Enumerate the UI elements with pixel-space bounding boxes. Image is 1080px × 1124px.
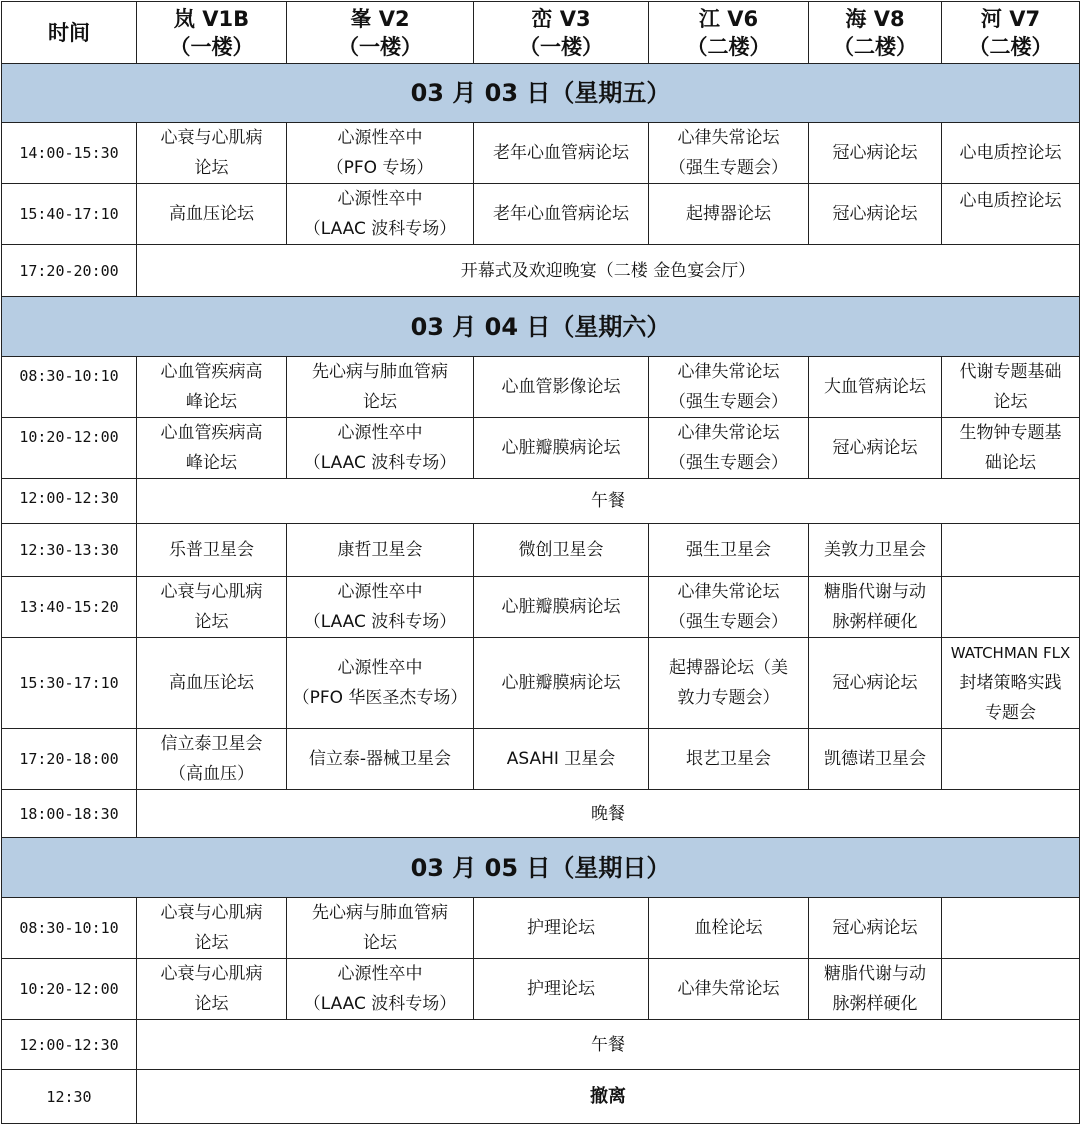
table-row — [2, 729, 1080, 790]
session-cell: 心律失常论坛 （强生专题会） — [649, 577, 809, 638]
table-row — [2, 638, 1080, 729]
session-cell: 起搏器论坛（美 敦力专题会） — [649, 638, 809, 729]
session-cell: 心电质控论坛 — [942, 184, 1080, 245]
time-cell: 12:30-13:30 — [2, 524, 137, 577]
session-cell: 高血压论坛 — [137, 638, 287, 729]
session-cell: 起搏器论坛 — [649, 184, 809, 245]
session-cell: 心衰与心肌病 论坛 — [137, 959, 287, 1020]
hall-header: 海 V8 （二楼） — [809, 2, 942, 64]
session-cell: 冠心病论坛 — [809, 418, 942, 479]
event-cell: 撤离 — [137, 1070, 1080, 1124]
table-row — [2, 790, 1080, 838]
session-cell: 心律失常论坛 （强生专题会） — [649, 123, 809, 184]
time-cell: 12:30 — [2, 1070, 137, 1124]
session-cell: 强生卫星会 — [649, 524, 809, 577]
session-cell: 心源性卒中 （LAAC 波科专场） — [287, 418, 474, 479]
session-cell: 心脏瓣膜病论坛 — [474, 638, 649, 729]
time-cell: 15:40-17:10 — [2, 184, 137, 245]
session-cell: 心血管影像论坛 — [474, 357, 649, 418]
session-cell: 冠心病论坛 — [809, 638, 942, 729]
session-cell: 冠心病论坛 — [809, 123, 942, 184]
day-title: 03 月 04 日（星期六） — [2, 297, 1080, 357]
table-row — [2, 418, 1080, 479]
session-cell: WATCHMAN FLX 封堵策略实践 专题会 — [942, 638, 1080, 729]
table-row — [2, 898, 1080, 959]
table-row — [2, 123, 1080, 184]
table-row — [2, 524, 1080, 577]
session-cell: 老年心血管病论坛 — [474, 123, 649, 184]
table-row — [2, 357, 1080, 418]
session-cell — [942, 898, 1080, 959]
session-cell: 心脏瓣膜病论坛 — [474, 577, 649, 638]
hall-header: 江 V6 （二楼） — [649, 2, 809, 64]
hall-header: 峯 V2 （一楼） — [287, 2, 474, 64]
session-cell — [942, 577, 1080, 638]
session-cell: 心衰与心肌病 论坛 — [137, 577, 287, 638]
time-cell: 08:30-10:10 — [2, 357, 137, 418]
session-cell — [942, 959, 1080, 1020]
session-cell: 先心病与肺血管病 论坛 — [287, 357, 474, 418]
time-cell: 10:20-12:00 — [2, 959, 137, 1020]
session-cell: 老年心血管病论坛 — [474, 184, 649, 245]
session-cell: 心血管疾病高 峰论坛 — [137, 418, 287, 479]
session-cell: 高血压论坛 — [137, 184, 287, 245]
session-cell: 心源性卒中 （LAAC 波科专场） — [287, 184, 474, 245]
header-row — [2, 2, 1080, 64]
time-header: 时间 — [2, 2, 137, 64]
day-title: 03 月 05 日（星期日） — [2, 838, 1080, 898]
session-cell: 糖脂代谢与动 脉粥样硬化 — [809, 959, 942, 1020]
table-row — [2, 1020, 1080, 1070]
session-cell: ASAHI 卫星会 — [474, 729, 649, 790]
session-cell — [942, 524, 1080, 577]
day-title: 03 月 03 日（星期五） — [2, 64, 1080, 123]
event-cell: 午餐 — [137, 479, 1080, 524]
time-cell: 17:20-18:00 — [2, 729, 137, 790]
session-cell: 大血管病论坛 — [809, 357, 942, 418]
session-cell: 心衰与心肌病 论坛 — [137, 123, 287, 184]
session-cell: 先心病与肺血管病 论坛 — [287, 898, 474, 959]
session-cell: 冠心病论坛 — [809, 898, 942, 959]
event-cell: 午餐 — [137, 1020, 1080, 1070]
hall-header: 河 V7 （二楼） — [942, 2, 1080, 64]
session-cell: 微创卫星会 — [474, 524, 649, 577]
time-cell: 17:20-20:00 — [2, 245, 137, 297]
time-cell: 14:00-15:30 — [2, 123, 137, 184]
event-cell: 晚餐 — [137, 790, 1080, 838]
session-cell: 心衰与心肌病 论坛 — [137, 898, 287, 959]
session-cell — [942, 729, 1080, 790]
table-row — [2, 479, 1080, 524]
session-cell: 心源性卒中 （LAAC 波科专场） — [287, 577, 474, 638]
session-cell: 冠心病论坛 — [809, 184, 942, 245]
session-cell: 心律失常论坛 — [649, 959, 809, 1020]
session-cell: 心律失常论坛 （强生专题会） — [649, 357, 809, 418]
table-row — [2, 959, 1080, 1020]
session-cell: 生物钟专题基 础论坛 — [942, 418, 1080, 479]
session-cell: 垠艺卫星会 — [649, 729, 809, 790]
session-cell: 康哲卫星会 — [287, 524, 474, 577]
session-cell: 信立泰卫星会 （高血压） — [137, 729, 287, 790]
table-row — [2, 184, 1080, 245]
day-row — [2, 297, 1080, 357]
session-cell: 心源性卒中 （PFO 华医圣杰专场） — [287, 638, 474, 729]
session-cell: 护理论坛 — [474, 898, 649, 959]
hall-header: 岚 V1B （一楼） — [137, 2, 287, 64]
session-cell: 血栓论坛 — [649, 898, 809, 959]
day-row — [2, 64, 1080, 123]
time-cell: 15:30-17:10 — [2, 638, 137, 729]
session-cell: 美敦力卫星会 — [809, 524, 942, 577]
session-cell: 心脏瓣膜病论坛 — [474, 418, 649, 479]
session-cell: 凯德诺卫星会 — [809, 729, 942, 790]
time-cell: 12:00-12:30 — [2, 479, 137, 524]
session-cell: 心律失常论坛 （强生专题会） — [649, 418, 809, 479]
table-row — [2, 577, 1080, 638]
schedule-table — [1, 1, 1080, 1124]
event-cell: 开幕式及欢迎晚宴（二楼 金色宴会厅） — [137, 245, 1080, 297]
time-cell: 10:20-12:00 — [2, 418, 137, 479]
session-cell: 护理论坛 — [474, 959, 649, 1020]
session-cell: 心源性卒中 （PFO 专场） — [287, 123, 474, 184]
session-cell: 乐普卫星会 — [137, 524, 287, 577]
session-cell: 心源性卒中 （LAAC 波科专场） — [287, 959, 474, 1020]
session-cell: 信立泰-器械卫星会 — [287, 729, 474, 790]
time-cell: 08:30-10:10 — [2, 898, 137, 959]
time-cell: 12:00-12:30 — [2, 1020, 137, 1070]
table-row — [2, 245, 1080, 297]
time-cell: 13:40-15:20 — [2, 577, 137, 638]
time-cell: 18:00-18:30 — [2, 790, 137, 838]
day-row — [2, 838, 1080, 898]
hall-header: 峦 V3 （一楼） — [474, 2, 649, 64]
session-cell: 心血管疾病高 峰论坛 — [137, 357, 287, 418]
session-cell: 心电质控论坛 — [942, 123, 1080, 184]
table-row — [2, 1070, 1080, 1124]
session-cell: 代谢专题基础 论坛 — [942, 357, 1080, 418]
session-cell: 糖脂代谢与动 脉粥样硬化 — [809, 577, 942, 638]
